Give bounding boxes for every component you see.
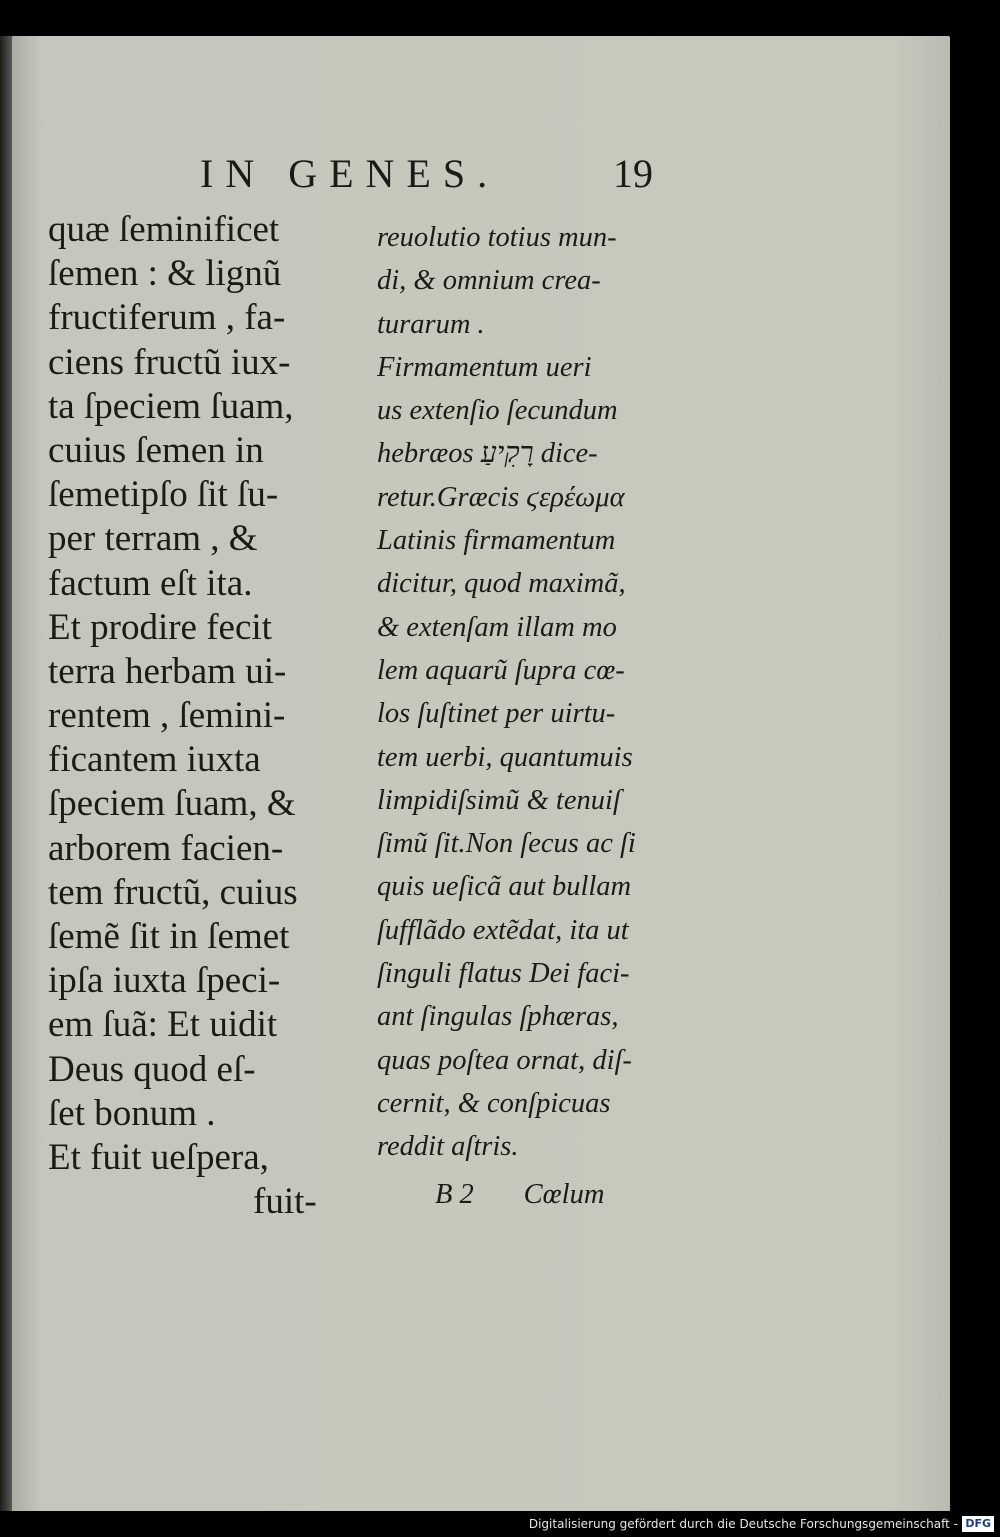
- text-line: hebræos רָקִיעַ dice-: [377, 438, 598, 470]
- page-number: 19: [613, 151, 653, 196]
- funding-credit: Digitalisierung gefördert durch die Deutsche Forschungsgemeinschaft -: [528, 1517, 958, 1531]
- text-line: quæ ſeminificet: [48, 209, 280, 250]
- text-line: turarum .: [377, 308, 485, 340]
- text-line: tem fructũ, cuius: [48, 871, 298, 913]
- text-line: limpidiſsimũ & tenuiſ: [377, 784, 621, 816]
- text-line: rentem , ſemini-: [48, 695, 286, 737]
- text-line: lem aquarũ ſupra cœ-: [377, 654, 625, 686]
- text-line: factum eſt ita.: [48, 562, 253, 604]
- text-line: & extenſam illam mo: [377, 611, 617, 643]
- text-line: arborem facien-: [48, 827, 284, 869]
- text-line: tem uerbi, quantumuis: [377, 741, 633, 773]
- text-line: ſemẽ ſit in ſemet: [48, 916, 290, 957]
- text-line: cuius ſemen in: [48, 429, 264, 471]
- text-line: ant ſingulas ſphæras,: [377, 1001, 619, 1033]
- dfg-logo: DFG: [962, 1516, 994, 1532]
- text-line: ciens fructũ iux-: [48, 341, 291, 383]
- left-text-column: [48, 208, 348, 1224]
- text-line: fuit-: [253, 1181, 317, 1223]
- text-line: ipſa iuxta ſpeci-: [48, 960, 281, 1002]
- text-line: ſemetipſo ſit ſu-: [48, 474, 279, 516]
- text-line: dicitur, quod maximã,: [377, 568, 626, 600]
- text-line: ſet bonum .: [48, 1092, 216, 1134]
- text-line: reddit aſtris.: [377, 1131, 519, 1163]
- text-line: em ſuã: Et uidit: [48, 1004, 278, 1046]
- text-line: ta ſpeciem ſuam,: [48, 385, 294, 427]
- text-line: ſemen : & lignũ: [48, 253, 282, 295]
- text-line: ſinguli flatus Dei faci-: [377, 958, 630, 990]
- text-line: Et fuit ueſpera,: [48, 1136, 269, 1178]
- text-line: Deus quod eſ-: [48, 1048, 256, 1090]
- text-line: quas poſtea ornat, diſ-: [377, 1044, 632, 1076]
- text-line: retur.Græcis ϛερέωμα: [377, 481, 625, 513]
- text-line: ſpeciem ſuam, &: [48, 783, 296, 825]
- text-line: Firmamentum ueri: [377, 351, 592, 383]
- text-line: ſimũ ſit.Non ſecus ac ſi: [377, 828, 636, 860]
- text-line: ſufflãdo extẽdat, ita ut: [377, 914, 629, 946]
- text-line: los ſuſtinet per uirtu-: [377, 698, 616, 730]
- text-line: Latinis firmamentum: [377, 525, 616, 557]
- text-line: reuolutio totius mun-: [377, 222, 617, 253]
- text-line: cernit, & conſpicuas: [377, 1087, 611, 1119]
- catchword-line: B 2 Cœlum: [435, 1178, 605, 1210]
- right-text-column: [377, 216, 677, 1216]
- text-line: terra herbam ui-: [48, 650, 287, 692]
- text-line: per terram , &: [48, 518, 258, 560]
- text-line: quis ueſicã aut bullam: [377, 871, 632, 903]
- running-title: IN GENES.: [200, 151, 500, 196]
- text-line: ficantem iuxta: [48, 739, 261, 781]
- text-line: us extenſio ſecundum: [377, 395, 618, 427]
- text-line: fructiferum , fa-: [48, 297, 286, 339]
- text-line: di, & omnium crea-: [377, 265, 601, 297]
- text-line: Et prodire fecit: [48, 606, 272, 648]
